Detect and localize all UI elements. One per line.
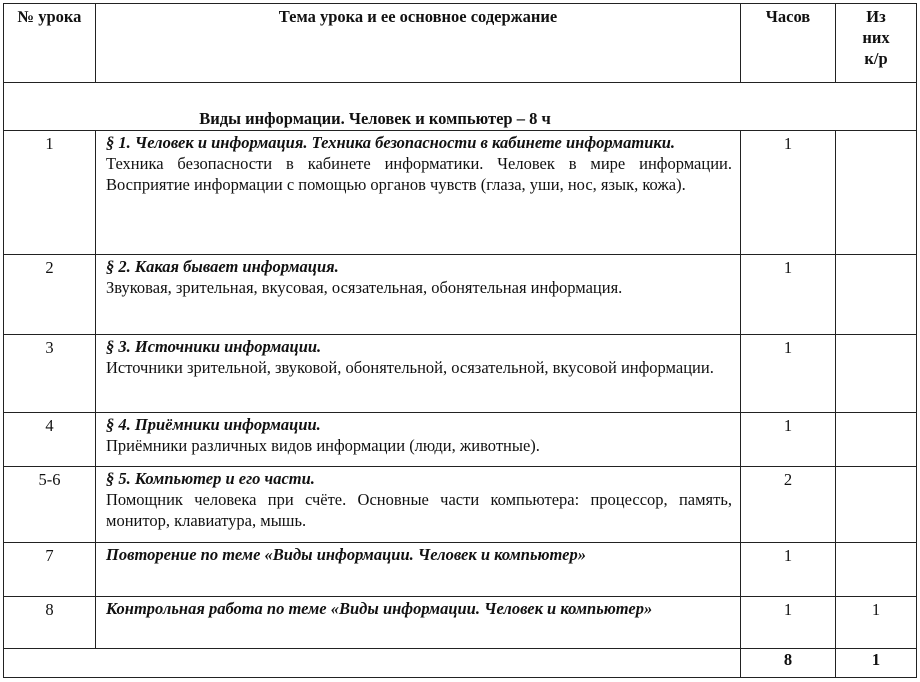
lesson-hours: 1 [741,335,836,413]
lesson-topic [96,255,741,335]
lesson-topic [96,597,741,649]
lesson-number: 8 [4,597,96,649]
lesson-title: Повторение по теме «Виды информации. Человек и компьютер» [106,545,586,564]
lesson-number: 5-6 [4,467,96,543]
lesson-hours: 1 [741,255,836,335]
lesson-test-hours [836,335,917,413]
lesson-topic [96,131,741,255]
lesson-description: Источники зрительной, звуковой, обонятельной, осязательной, вкусовой информации. [106,358,714,377]
lesson-description: Приёмники различных видов информации (люди, животные). [106,436,540,455]
totals-row [4,649,917,678]
header-test-hours: Из них к/р [836,4,917,83]
table-row [4,255,917,335]
totals-spacer [4,649,96,678]
lesson-number: 2 [4,255,96,335]
lesson-number: 1 [4,131,96,255]
header-hours: Часов [741,4,836,83]
lesson-title: § 2. Какая бывает информация. [106,257,339,276]
lesson-test-hours [836,255,917,335]
lesson-description: Помощник человека при счёте. Основные части компьютера: процессор, память, монитор, клавиатура, мышь. [106,490,732,530]
table-row [4,543,917,597]
header-lesson-number: № урока [4,4,96,83]
lesson-test-hours [836,543,917,597]
table-header-row [4,4,917,83]
lesson-hours: 1 [741,131,836,255]
total-hours: 8 [741,649,836,678]
lesson-title: Контрольная работа по теме «Виды информации. Человек и компьютер» [106,599,653,618]
lesson-number: 7 [4,543,96,597]
lesson-test-hours: 1 [836,597,917,649]
lesson-title: § 3. Источники информации. [106,337,322,356]
lesson-description: Звуковая, зрительная, вкусовая, осязательная, обонятельная информация. [106,278,623,297]
lesson-hours: 2 [741,467,836,543]
lesson-hours: 1 [741,543,836,597]
lesson-test-hours [836,413,917,467]
table-row [4,131,917,255]
section-row [4,83,917,131]
totals-label-spacer [96,649,741,678]
table-row [4,413,917,467]
lesson-topic [96,413,741,467]
section-title: Виды информации. Человек и компьютер – 8 ч [4,83,917,131]
table-row [4,597,917,649]
table-row [4,467,917,543]
total-test-hours: 1 [836,649,917,678]
lesson-title: § 5. Компьютер и его части. [106,469,315,488]
lesson-test-hours [836,467,917,543]
lesson-plan-table [3,3,917,678]
lesson-topic [96,335,741,413]
lesson-hours: 1 [741,413,836,467]
lesson-number: 4 [4,413,96,467]
lesson-hours: 1 [741,597,836,649]
lesson-description: Техника безопасности в кабинете информатики. Человек в мире информации. Восприятие информации с помощью органов чувств (глаза, уши, нос, язык, кожа). [106,154,732,194]
lesson-topic [96,543,741,597]
lesson-topic [96,467,741,543]
table-row [4,335,917,413]
lesson-test-hours [836,131,917,255]
header-topic: Тема урока и ее основное содержание [96,4,741,83]
lesson-number: 3 [4,335,96,413]
lesson-title: § 4. Приёмники информации. [106,415,321,434]
lesson-title: § 1. Человек и информация. Техника безопасности в кабинете информатики. [106,133,676,152]
